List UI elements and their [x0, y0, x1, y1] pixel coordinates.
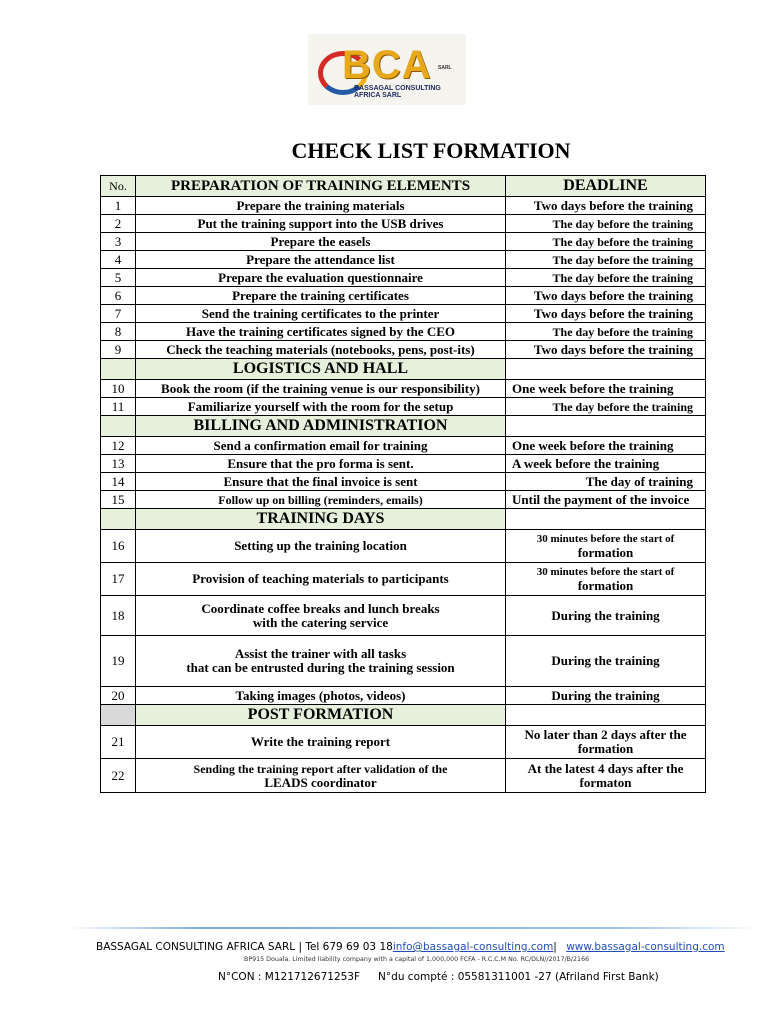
row-number: 13 [101, 455, 136, 473]
row-deadline: The day before the training [506, 269, 706, 287]
table-row [101, 596, 706, 636]
row-number: 17 [101, 563, 136, 596]
row-number: 22 [101, 759, 136, 793]
row-task: Setting up the training location [136, 530, 506, 563]
logo-name-line1: BASSAGAL CONSULTING [354, 84, 441, 92]
section-no-cell [101, 416, 136, 437]
row-deadline [506, 726, 706, 759]
footer-account: N°du compté : 05581311001 -27 (Afriland First Bank) [378, 971, 659, 983]
row-number: 6 [101, 287, 136, 305]
row-number: 7 [101, 305, 136, 323]
row-number: 19 [101, 636, 136, 687]
row-deadline: The day before the training [506, 398, 706, 416]
deadline-line1: 30 minutes before the start of [536, 533, 675, 545]
row-deadline: The day of training [506, 473, 706, 491]
table-row [101, 215, 706, 233]
footer-website-link[interactable]: www.bassagal-consulting.com [566, 941, 725, 953]
row-task: Send the training certificates to the printer [136, 305, 506, 323]
row-deadline: Two days before the training [506, 197, 706, 215]
table-row [101, 563, 706, 596]
table-row [101, 197, 706, 215]
row-deadline [506, 530, 706, 563]
table-row [101, 287, 706, 305]
section-row [101, 359, 706, 380]
task-line1: Assist the trainer with all tasks [234, 646, 407, 661]
footer-separator: | [553, 941, 557, 953]
table-row [101, 726, 706, 759]
section-row [101, 705, 706, 726]
checklist-table [100, 175, 706, 793]
row-task: Prepare the training materials [136, 197, 506, 215]
deadline-line2: formation [577, 578, 634, 593]
row-task: Prepare the attendance list [136, 251, 506, 269]
row-task: Ensure that the pro forma is sent. [136, 455, 506, 473]
row-number: 8 [101, 323, 136, 341]
task-line2: that can be entrusted during the training session [186, 660, 455, 675]
deadline-line2: formation [577, 545, 634, 560]
row-task: Have the training certificates signed by the CEO [136, 323, 506, 341]
table-row [101, 455, 706, 473]
row-deadline: The day before the training [506, 233, 706, 251]
row-task: Familiarize yourself with the room for the setup [136, 398, 506, 416]
table-row [101, 759, 706, 793]
section-title-logistics: LOGISTICS AND HALL [136, 359, 506, 380]
table-row [101, 437, 706, 455]
section-title-billing: BILLING AND ADMINISTRATION [136, 416, 506, 437]
row-deadline: During the training [506, 596, 706, 636]
header-task: PREPARATION OF TRAINING ELEMENTS [136, 176, 506, 197]
table-header-row [101, 176, 706, 197]
row-task: Follow up on billing (reminders, emails) [136, 491, 506, 509]
table-row [101, 491, 706, 509]
table-row [101, 323, 706, 341]
table-row [101, 233, 706, 251]
document-title: CHECK LIST FORMATION [291, 138, 571, 163]
section-title-training: TRAINING DAYS [136, 509, 506, 530]
section-no-cell [101, 705, 136, 726]
row-task: Provision of teaching materials to participants [136, 563, 506, 596]
row-deadline: During the training [506, 687, 706, 705]
task-line1: Sending the training report after validation of the [193, 761, 448, 776]
section-no-cell [101, 509, 136, 530]
section-deadline-cell [506, 705, 706, 726]
row-task: Prepare the evaluation questionnaire [136, 269, 506, 287]
deadline-line2: formation [577, 741, 634, 756]
row-deadline [506, 563, 706, 596]
row-number: 3 [101, 233, 136, 251]
row-number: 4 [101, 251, 136, 269]
table-row [101, 687, 706, 705]
footer-email-link[interactable]: info@bassagal-consulting.com [392, 941, 554, 953]
section-row [101, 416, 706, 437]
row-task: Prepare the training certificates [136, 287, 506, 305]
row-deadline: The day before the training [506, 323, 706, 341]
section-deadline-cell [506, 359, 706, 380]
row-task: Put the training support into the USB drives [136, 215, 506, 233]
row-task [136, 636, 506, 687]
table-row [101, 251, 706, 269]
logo-letters: BCA [342, 42, 432, 87]
logo-sarl: SARL [438, 64, 452, 71]
row-deadline: During the training [506, 636, 706, 687]
row-deadline: One week before the training [506, 437, 706, 455]
row-task: Prepare the easels [136, 233, 506, 251]
row-deadline: Until the payment of the invoice [506, 491, 706, 509]
bca-logo-mark [312, 37, 462, 103]
deadline-line2: formaton [579, 774, 632, 790]
header-no: No. [101, 176, 136, 197]
row-deadline: A week before the training [506, 455, 706, 473]
row-number: 20 [101, 687, 136, 705]
row-number: 10 [101, 380, 136, 398]
deadline-line1: No later than 2 days after the [524, 727, 687, 742]
section-row [101, 509, 706, 530]
row-task [136, 596, 506, 636]
table-row [101, 305, 706, 323]
row-number: 14 [101, 473, 136, 491]
footer-company: BASSAGAL CONSULTING AFRICA SARL | Tel 679 69 03 18 [96, 941, 393, 953]
table-row [101, 530, 706, 563]
logo-company-name [354, 85, 441, 99]
company-logo [308, 34, 466, 105]
row-number: 12 [101, 437, 136, 455]
table-row [101, 473, 706, 491]
row-task: Taking images (photos, videos) [136, 687, 506, 705]
row-task: Ensure that the final invoice is sent [136, 473, 506, 491]
footer-divider [66, 927, 759, 929]
deadline-line1: At the latest 4 days after the [527, 760, 684, 776]
table-row [101, 398, 706, 416]
header-deadline: DEADLINE [506, 176, 706, 197]
row-task: Send a confirmation email for training [136, 437, 506, 455]
logo-name-line2: AFRICA SARL [354, 91, 402, 99]
row-number: 21 [101, 726, 136, 759]
row-deadline: Two days before the training [506, 287, 706, 305]
row-deadline: Two days before the training [506, 305, 706, 323]
row-task [136, 759, 506, 793]
table-row [101, 269, 706, 287]
row-deadline: The day before the training [506, 251, 706, 269]
row-number: 9 [101, 341, 136, 359]
row-number: 16 [101, 530, 136, 563]
table-row [101, 636, 706, 687]
row-number: 5 [101, 269, 136, 287]
footer-legal: BP915 Douala. Limited liability company with a capital of 1,000,000 FCFA - R.C.C.M No. RC/DLN//2017/B/2166 [244, 956, 590, 963]
row-task: Write the training report [136, 726, 506, 759]
row-deadline: Two days before the training [506, 341, 706, 359]
footer-ncon: N°CON : M121712671253F [218, 971, 361, 983]
task-line2: with the catering service [252, 614, 389, 630]
table-row [101, 341, 706, 359]
row-number: 1 [101, 197, 136, 215]
row-deadline [506, 759, 706, 793]
footer-contact-line [96, 941, 725, 953]
row-number: 15 [101, 491, 136, 509]
row-number: 11 [101, 398, 136, 416]
row-deadline: The day before the training [506, 215, 706, 233]
table-row [101, 380, 706, 398]
section-title-post: POST FORMATION [136, 705, 506, 726]
task-line1: Coordinate coffee breaks and lunch breaks [201, 600, 440, 616]
row-number: 2 [101, 215, 136, 233]
row-task: Check the teaching materials (notebooks, pens, post-its) [136, 341, 506, 359]
row-number: 18 [101, 596, 136, 636]
row-deadline: One week before the training [506, 380, 706, 398]
deadline-line1: 30 minutes before the start of [536, 566, 675, 578]
footer-registration-line [218, 971, 659, 983]
section-deadline-cell [506, 416, 706, 437]
task-line2: LEADS coordinator [264, 774, 377, 790]
section-deadline-cell [506, 509, 706, 530]
row-task: Book the room (if the training venue is our responsibility) [136, 380, 506, 398]
section-no-cell [101, 359, 136, 380]
